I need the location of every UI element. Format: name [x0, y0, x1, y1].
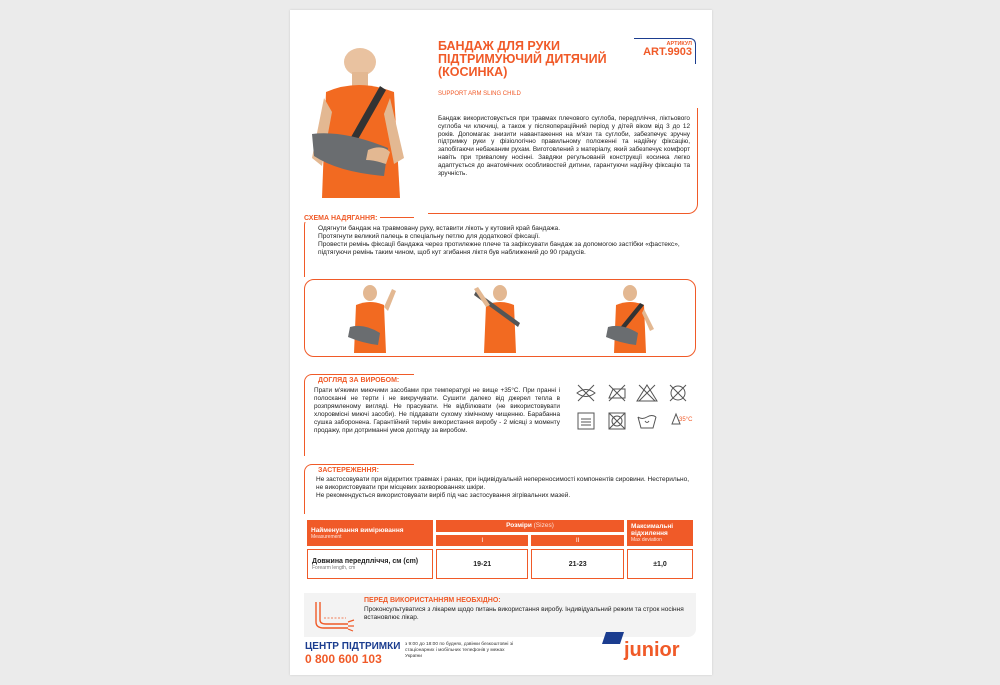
max-deviation-header	[627, 520, 693, 546]
max-temp-icon	[666, 410, 690, 432]
care-text: Прати м'якими миючими засобами при температурі не вище +35°C. При пранні і полосканні не терти і не викручувати. Сушити далеко від джерел тепла в розпрямленому вигляді. Не прасувати. Не відбілювати (не використовувати хлоровмісні миючі засоби). Не піддавати сухому хімічному чищенню. Барабанна сушка заборонена. Гарантійний термін використання виробу - 2 місяці з моменту продажу, при дотриманні умов догляду за виробом.	[314, 387, 560, 434]
product-description: Бандаж використовується при травмах плечового суглоба, передпліччя, ліктьового суглоба чи ключиці, а також у післяопераційний період у дітей віком від 3 до 12 років. Допомагає знизити навантаження на м'язи та суглоби, забезпечує зручну підтримку руки у фізіологічно правильному положенні та надійну фіксацію, запобігаючи небажаним рухам. Виготовлений з матеріалу, який забезпечує комфорт навіть при тривалому носінні. Завдяки регульованій конструкції косинка легко адаптується до анатомічних особливостей дитини, гарантуючи надійну фіксацію та зручність.	[438, 115, 690, 177]
scheme-step: Протягнути великий палець в спеціальну петлю для додаткової фіксації.	[318, 233, 540, 240]
warnings-title: ЗАСТЕРЕЖЕННЯ:	[318, 467, 382, 474]
no-wring-icon	[574, 382, 598, 404]
support-hours: з 9:00 до 18:00 по буднях, дзвінки безкоштовні зі стаціонарних і мобільних телефонів у межах України	[405, 642, 514, 659]
support-label: ЦЕНТР ПІДТРИМКИ	[305, 641, 401, 652]
no-iron-icon	[605, 382, 629, 404]
size-1-value: 19-21	[436, 549, 528, 579]
measurement-header-en: Measurement	[311, 533, 342, 540]
article-label: АРТИКУЛ	[666, 41, 692, 47]
size-1-header: I	[436, 535, 528, 547]
scheme-steps	[318, 225, 698, 257]
product-subtitle: SUPPORT ARM SLING CHILD	[438, 91, 521, 97]
care-symbols	[574, 382, 692, 432]
step-photo-2	[470, 283, 530, 353]
step-photos	[304, 279, 696, 357]
row-label-en: Forearm length, cm	[312, 564, 356, 571]
warnings-text	[316, 476, 696, 500]
step-photo-1	[340, 283, 400, 353]
row-label-text: Довжина передпліччя, см (cm)	[312, 557, 419, 565]
sizes-header-en: (Sizes)	[533, 522, 554, 530]
row-label	[307, 549, 433, 579]
support-phone[interactable]: 0 800 600 103	[305, 652, 382, 666]
article-number: ART.9903	[643, 46, 692, 58]
warning-item: Не рекомендується використовувати виріб під час застосування зігрівальних мазей.	[316, 492, 571, 499]
size-2-value: 21-23	[531, 549, 624, 579]
care-title: ДОГЛЯД ЗА ВИРОБОМ:	[318, 377, 402, 384]
no-dry-clean-icon	[666, 382, 690, 404]
junior-logo-mark	[602, 632, 624, 644]
product-title: БАНДАЖ ДЛЯ РУКИ ПІДТРИМУЮЧИЙ ДИТЯЧИЙ (КОСИНКА)	[438, 39, 607, 79]
max-deviation-en: Max deviation	[631, 537, 662, 543]
no-bleach-icon	[635, 382, 659, 404]
sizes-header-label: Розміри	[506, 522, 532, 530]
warning-item: Не застосовувати при відкритих травмах і ранах, при індивідуальній непереносимості компонентів сировини. Нестерильно, не використовувати при місцевих захворюваннях шкіри.	[316, 476, 690, 491]
scheme-step: Провести ремінь фіксації бандажа через протилежне плече та зафіксувати бандаж за допомогою застібки «фастекс», підтягуючи ремінь таким чином, щоб кут згибання ліктя був наближений до 90 градусів.	[318, 241, 680, 256]
max-deviation-label: Максимальні відхилення	[631, 523, 674, 537]
scheme-step: Одягнути бандаж на травмовану руку, вставити лікоть у кутовий край бандажа.	[318, 225, 561, 232]
scheme-title: СХЕМА НАДЯГАННЯ:	[304, 215, 380, 222]
gentle-wash-icon	[635, 410, 659, 432]
article-box	[634, 38, 696, 64]
size-table	[304, 517, 696, 582]
before-use-title: ПЕРЕД ВИКОРИСТАННЯМ НЕОБХІДНО:	[364, 597, 501, 604]
hero-child-sling-image	[308, 48, 408, 203]
brand-logo: junior	[624, 639, 680, 661]
sizes-header	[436, 520, 624, 532]
size-2-header: II	[531, 535, 624, 547]
step-photo-3	[600, 283, 660, 353]
no-tumble-dry-icon	[605, 410, 629, 432]
arm-measure-icon	[310, 598, 356, 632]
flat-dry-icon	[574, 410, 598, 432]
product-leaflet	[290, 10, 712, 675]
measurement-header-label: Найменування вимірювання	[311, 526, 404, 534]
max-deviation-value: ±1,0	[627, 549, 693, 579]
measurement-header	[307, 520, 433, 546]
before-use-text: Проконсультуватися з лікарем щодо питань використання виробу. Індивідуальний режим та строк носіння встановлює лікар.	[364, 606, 684, 621]
wash-temp-label: 35°C	[678, 417, 692, 423]
